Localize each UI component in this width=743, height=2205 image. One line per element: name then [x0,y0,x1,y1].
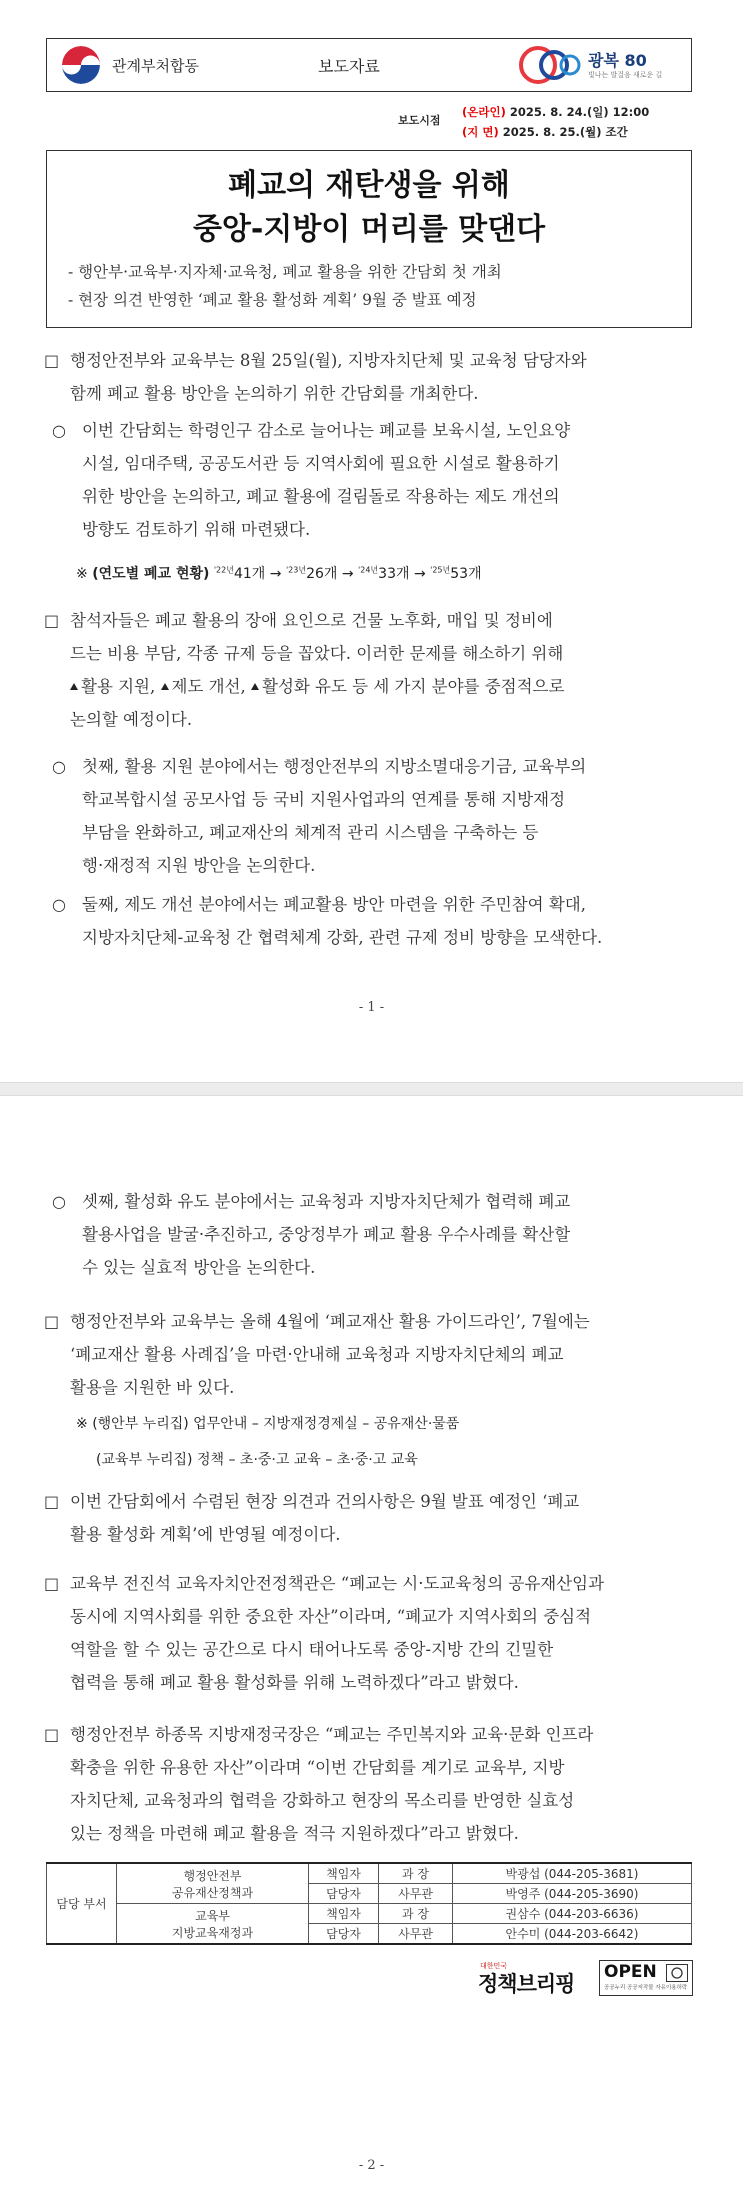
note-label: (연도별 폐교 현황) [92,566,210,582]
count-23: 26개 [306,566,338,582]
subheadline-1: - 행안부·교육부·지자체·교육청, 폐교 활용을 위한 간담회 첫 개최 [68,263,502,281]
p8-line: 활용 활성화 계획’에 반영될 예정이다. [70,1525,341,1544]
title-cell: 과 장 [379,1863,453,1884]
focus-activation: 활성화 유도 등 세 가지 분야를 중점적으로 [262,677,565,696]
liberation-80-subtext: 빛나는 발걸음 새로운 길 [588,71,663,79]
press-release-label: 보도자료 [318,57,380,76]
paragraph-8 [44,1485,694,1551]
contact-cell: 박광섭 (044-205-3681) [453,1863,692,1884]
p7-line: 활용을 지원한 바 있다. [70,1378,235,1397]
circle-bullet: ○ [52,1192,66,1211]
p7-line: 행정안전부와 교육부는 올해 4월에 ‘폐교재산 활용 가이드라인’, 7월에는 [70,1312,590,1331]
headline-line-2: 중앙-지방이 머리를 맞댄다 [192,212,546,247]
p1-line: 함께 폐교 활용 방안을 논의하기 위한 간담회를 개최한다. [70,384,479,403]
p10-line: 행정안전부 하종목 지방재정국장은 “폐교는 주민복지와 교육·문화 인프라 [70,1725,594,1744]
table-row [47,1904,692,1924]
title-cell: 과 장 [379,1904,453,1924]
p9-line: 협력을 통해 폐교 활용 활성화를 위해 노력하겠다”라고 밝혔다. [70,1673,519,1692]
p10-line: 확충을 위한 유용한 자산”이라며 “이번 간담회를 계기로 교육부, 지방 [70,1758,565,1777]
contact-cell: 권삼수 (044-203-6636) [453,1904,692,1924]
contact-table [46,1862,692,1945]
count-24: 33개 [378,566,410,582]
kogl-open-logo: OPEN [604,1962,657,1982]
square-bullet: □ [44,1312,60,1331]
p10-line: 자치단체, 교육청과의 협력을 강화하고 현장의 목소리를 반영한 실효성 [70,1791,575,1810]
p4-line: 행·재정적 지원 방안을 논의한다. [82,856,316,875]
triangle-bullet-icon [251,683,259,690]
liberation-80-text: 광복 80 [588,51,647,70]
triangle-bullet-icon [70,683,78,690]
p4-line: 부담을 완화하고, 폐교재산의 체계적 관리 시스템을 구축하는 등 [82,823,539,842]
role-cell: 책임자 [309,1863,379,1884]
kogl-open-subtext: 공공누리 공공저작물 자유이용허락 [604,1985,688,1991]
paragraph-7 [44,1305,694,1404]
paragraph-3 [44,604,694,736]
page-number-1: - 1 - [358,1000,385,1015]
page-separator [0,1082,743,1096]
square-bullet: □ [44,611,60,630]
p1-line: 행정안전부와 교육부는 8월 25일(월), 지방자치단체 및 교육청 담당자와 [70,351,587,370]
role-cell: 담당자 [309,1924,379,1945]
arrow: → [269,566,282,582]
p6-line: 수 있는 실효적 방안을 논의한다. [82,1258,316,1277]
focus-system: 제도 개선, [171,677,246,696]
p2-line: 시설, 임대주택, 공공도서관 등 지역사회에 필요한 시설로 활용하기 [82,454,560,473]
p6-line: 활용사업을 발굴·추진하고, 중앙정부가 폐교 활용 우수사례를 확산할 [82,1225,571,1244]
contact-cell: 박영주 (044-205-3690) [453,1884,692,1904]
release-online-tag: (온라인) [462,105,506,119]
title-cell: 사무관 [379,1884,453,1904]
note1-text: (행안부 누리집) 업무안내 – 지방재정경제실 – 공유재산·물품 [92,1416,460,1432]
org-2-ministry: 교육부 [195,1908,230,1923]
arrow: → [341,566,354,582]
government-emblem-icon [62,46,100,84]
year-22: '22년 [213,565,234,575]
page-number-2: - 2 - [358,2158,385,2173]
org-1-division: 공유재산정책과 [171,1885,254,1900]
p8-line: 이번 간담회에서 수렴된 현장 의견과 건의사항은 9월 발표 예정인 ‘폐교 [70,1492,580,1511]
square-bullet: □ [44,1725,60,1744]
p4-line: 학교복합시설 공모사업 등 국비 지원사업과의 연계를 통해 지방재정 [82,790,566,809]
website-note-2: (교육부 누리집) 정책 – 초·중·고 교육 – 초·중·고 교육 [96,1452,418,1468]
p9-line: 역할을 할 수 있는 공간으로 다시 태어나도록 중앙-지방 간의 긴밀한 [70,1640,554,1659]
circle-bullet: ○ [52,757,66,776]
subheadline-2: - 현장 의견 반영한 ‘폐교 활용 활성화 계획’ 9월 중 발표 예정 [68,291,477,309]
p10-line: 있는 정책을 마련해 폐교 활용을 적극 지원하겠다”라고 밝혔다. [70,1824,519,1843]
paragraph-6 [52,1185,694,1284]
paragraph-10 [44,1718,694,1850]
p3-line: 드는 비용 부담, 각종 규제 등을 꼽았다. 이러한 문제를 해소하기 위해 [70,644,564,663]
role-cell: 담당자 [309,1884,379,1904]
release-paper-time: 2025. 8. 25.(월) 조간 [502,125,628,139]
closure-stats-note [76,563,482,583]
release-online [462,104,649,120]
count-22: 41개 [233,566,266,582]
p6-line: 셋째, 활성화 유도 분야에서는 교육청과 지방자치단체가 협력해 폐교 [82,1192,571,1211]
circle-bullet: ○ [52,421,66,440]
title-cell: 사무관 [379,1924,453,1945]
note-mark: ※ [76,1416,88,1432]
year-25: '25년 [430,565,451,575]
paragraph-1 [44,344,694,410]
p9-line: 동시에 지역사회를 위한 중요한 자산”이라며, “폐교가 지역사회의 중심적 [70,1607,592,1626]
p3-line: 참석자들은 폐교 활용의 장애 요인으로 건물 노후화, 매입 및 정비에 [70,611,553,630]
square-bullet: □ [44,1492,60,1511]
role-cell: 책임자 [309,1904,379,1924]
release-online-time: 2025. 8. 24.(일) 12:00 [509,105,650,119]
p9-line: 교육부 전진석 교육자치안전정책관은 “폐교는 시·도교육청의 공유재산임과 [70,1574,605,1593]
arrow: → [413,566,426,582]
triangle-bullet-icon [161,683,169,690]
count-25: 53개 [450,566,482,582]
p2-line: 위한 방안을 논의하고, 폐교 활용에 걸림돌로 작용하는 제도 개선의 [82,487,560,506]
paragraph-2 [52,414,694,546]
p5-line: 지방자치단체-교육청 간 협력체계 강화, 관련 규제 정비 방향을 모색한다. [82,928,603,947]
square-bullet: □ [44,1574,60,1593]
org-2-division: 지방교육재정과 [171,1925,254,1940]
org-1-ministry: 행정안전부 [183,1868,242,1883]
kogl-type-icon [666,1964,688,1982]
year-23: '23년 [285,565,307,575]
release-time-label: 보도시점 [398,114,441,127]
p7-line: ‘폐교재산 활용 사례집’을 마련·안내해 교육청과 지방자치단체의 폐교 [70,1345,564,1364]
paragraph-5 [52,888,694,954]
liberation-80-emblem-icon [514,42,592,88]
paragraph-4 [52,750,694,882]
p3-line: 논의할 예정이다. [70,710,193,729]
p2-line: 이번 간담회는 학령인구 감소로 늘어나는 폐교를 보육시설, 노인요양 [82,421,571,440]
policy-briefing-logo: 정책브리핑 [478,1972,575,1996]
policy-briefing-logo-small: 대한민국 [480,1962,508,1970]
contact-cell: 안수미 (044-203-6642) [453,1924,692,1945]
ministry-joint-label: 관계부처합동 [112,57,199,75]
year-24: '24년 [358,565,379,575]
circle-bullet: ○ [52,895,66,914]
org-2-cell [117,1904,309,1945]
org-1-cell [117,1863,309,1904]
p2-line: 방향도 검토하기 위해 마련됐다. [82,520,311,539]
release-paper [462,124,628,140]
table-row [47,1863,692,1884]
note-mark: ※ [76,566,88,582]
focus-support: 활용 지원, [81,677,156,696]
square-bullet: □ [44,351,60,370]
headline-line-1: 폐교의 재탄생을 위해 [228,168,510,203]
p3-line-focus-areas [64,670,694,703]
paragraph-9 [44,1567,694,1699]
dept-label-cell: 담당 부서 [47,1863,117,1944]
p5-line: 둘째, 제도 개선 분야에서는 폐교활용 방안 마련을 위한 주민참여 확대, [82,895,586,914]
website-note-1 [76,1413,459,1433]
release-paper-tag: (지 면) [462,125,499,139]
p4-line: 첫째, 활용 지원 분야에서는 행정안전부의 지방소멸대응기금, 교육부의 [82,757,587,776]
